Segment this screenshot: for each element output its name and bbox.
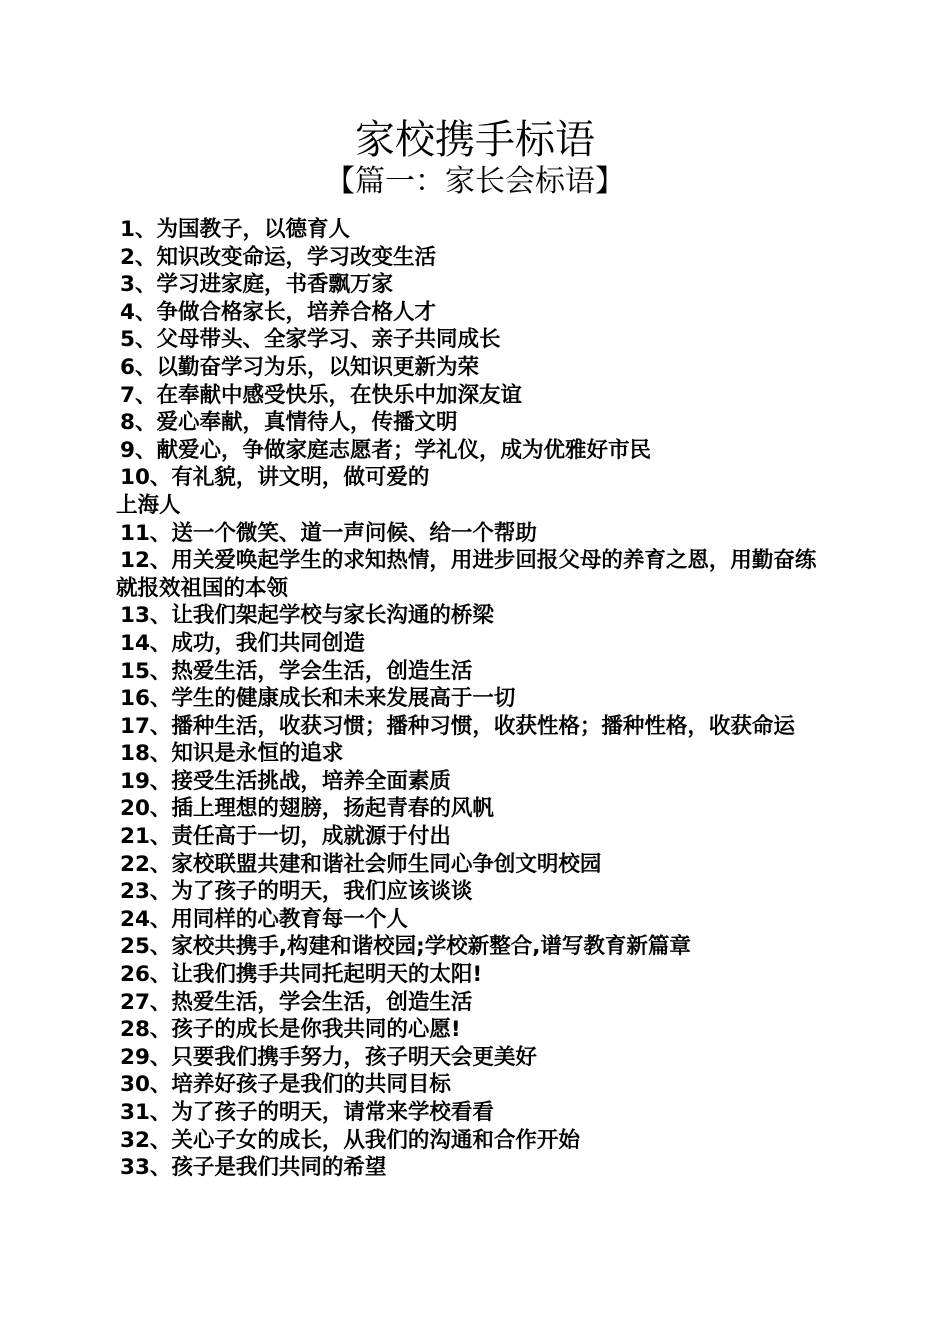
slogan-number: 16、	[120, 686, 172, 712]
slogan-item	[116, 437, 826, 465]
slogan-text: 接受生活挑战，培养全面素质	[171, 768, 451, 794]
slogan-item	[116, 520, 826, 548]
slogan-text: 为了孩子的明天，请常来学校看看	[171, 1100, 494, 1125]
slogan-number: 22、	[120, 851, 172, 877]
slogan-item	[116, 299, 826, 327]
slogan-item	[116, 409, 826, 437]
slogan-number: 19、	[120, 768, 172, 794]
slogan-number: 14、	[120, 630, 172, 656]
document-title: 家校携手标语	[355, 117, 595, 163]
slogan-number: 32、	[120, 1127, 172, 1153]
slogan-number: 28、	[120, 1017, 172, 1043]
slogan-text: 在奉献中感受快乐，在快乐中加深友谊	[156, 382, 522, 408]
slogan-item	[116, 1154, 826, 1182]
slogan-item	[116, 354, 826, 382]
slogan-text: 用关爱唤起学生的求知热情，用进步回报父母的养育之恩，用勤奋练就报效祖国的本领	[116, 548, 817, 601]
slogan-text: 孩子是我们共同的希望	[171, 1155, 387, 1181]
slogan-number: 9、	[120, 437, 157, 463]
slogan-number: 26、	[120, 962, 172, 988]
slogan-number: 5、	[120, 327, 157, 353]
slogan-number: 12、	[120, 548, 172, 574]
slogan-item	[116, 961, 826, 989]
slogan-item	[116, 547, 826, 602]
slogan-text: 送一个微笑、道一声问候、给一个帮助	[171, 520, 537, 546]
slogan-item	[116, 906, 826, 934]
slogan-item	[116, 878, 826, 906]
slogan-text: 以勤奋学习为乐，以知识更新为荣	[156, 354, 479, 380]
slogan-text: 知识改变命运，学习改变生活	[156, 244, 436, 270]
slogan-text: 家校联盟共建和谐社会师生同心争创文明校园	[171, 851, 602, 877]
slogan-text: 插上理想的翅膀，扬起青春的风帆	[171, 796, 494, 822]
slogan-text: 献爱心，争做家庭志愿者；学礼仪，成为优雅好市民	[156, 437, 651, 463]
document-subtitle: 【篇一：家长会标语】	[325, 164, 625, 199]
slogan-number: 6、	[120, 354, 157, 380]
slogan-number: 25、	[120, 934, 172, 960]
slogan-text: 学习进家庭，书香飘万家	[156, 272, 393, 298]
slogan-text: 孩子的成长是你我共同的心愿!	[171, 1017, 461, 1043]
slogan-text: 家校共携手,构建和谐校园;学校新整合,谱写教育新篇章	[171, 934, 691, 960]
slogan-text: 热爱生活，学会生活，创造生活	[171, 658, 473, 684]
slogan-item	[116, 795, 826, 823]
slogan-item	[116, 630, 826, 658]
slogan-number: 8、	[120, 410, 157, 436]
slogan-number: 2、	[120, 244, 157, 270]
slogan-text: 关心子女的成长，从我们的沟通和合作开始	[171, 1127, 580, 1153]
slogan-item	[116, 1016, 826, 1044]
slogan-number: 15、	[120, 658, 172, 684]
slogan-item	[116, 1127, 826, 1155]
slogan-item	[116, 658, 826, 686]
slogan-text: 知识是永恒的追求	[171, 741, 344, 767]
slogan-number: 20、	[120, 796, 172, 822]
slogan-item	[116, 216, 826, 244]
slogan-number: 27、	[120, 989, 172, 1015]
slogan-item	[116, 1099, 826, 1127]
slogan-number: 29、	[120, 1044, 172, 1070]
slogan-item	[116, 933, 826, 961]
slogan-item	[116, 602, 826, 630]
slogan-text: 爱心奉献，真情待人，传播文明	[156, 410, 458, 436]
slogan-text: 只要我们携手努力，孩子明天会更美好	[171, 1044, 537, 1070]
slogan-text: 培养好孩子是我们的共同目标	[171, 1072, 451, 1098]
slogan-number: 21、	[120, 824, 172, 850]
slogan-text: 责任高于一切，成就源于付出	[171, 824, 451, 850]
slogan-number: 11、	[120, 520, 172, 546]
slogan-number: 4、	[120, 299, 157, 325]
slogan-number: 17、	[120, 713, 172, 739]
slogan-text: 热爱生活，学会生活，创造生活	[171, 989, 473, 1015]
slogan-item	[116, 244, 826, 272]
slogan-text: 争做合格家长，培养合格人才	[156, 299, 436, 325]
slogan-number: 30、	[120, 1072, 172, 1098]
slogan-item	[116, 326, 826, 354]
slogan-text: 用同样的心教育每一个人	[171, 906, 408, 932]
slogan-item	[116, 271, 826, 299]
slogan-number: 33、	[120, 1155, 172, 1181]
slogan-text: 有礼貌，讲文明，做可爱的上海人	[116, 465, 430, 518]
slogan-number: 13、	[120, 603, 172, 629]
slogan-text: 成功，我们共同创造	[171, 630, 365, 656]
slogan-number: 24、	[120, 906, 172, 932]
slogan-item	[116, 713, 826, 741]
slogan-item	[116, 740, 826, 768]
slogan-item	[116, 851, 826, 879]
slogan-text: 为国教子，以德育人	[156, 217, 350, 242]
slogan-text: 父母带头、全家学习、亲子共同成长	[156, 327, 501, 353]
slogan-text: 播种生活，收获习惯；播种习惯，收获性格；播种性格，收获命运	[171, 713, 795, 739]
slogan-text: 为了孩子的明天，我们应该谈谈	[171, 879, 473, 905]
slogan-item	[116, 685, 826, 713]
slogan-item	[116, 464, 446, 519]
slogan-number: 1、	[120, 217, 157, 242]
slogan-item	[116, 382, 826, 410]
slogan-number: 23、	[120, 879, 172, 905]
slogan-item	[116, 768, 826, 796]
slogan-item	[116, 1071, 826, 1099]
slogan-number: 3、	[120, 272, 157, 298]
slogan-number: 31、	[120, 1100, 172, 1125]
slogan-text: 让我们架起学校与家长沟通的桥梁	[171, 603, 494, 629]
slogan-text: 让我们携手共同托起明天的太阳!	[171, 962, 483, 988]
slogan-text: 学生的健康成长和未来发展高于一切	[171, 686, 516, 712]
slogan-number: 7、	[120, 382, 157, 408]
slogan-number: 18、	[120, 741, 172, 767]
slogan-number: 10、	[120, 465, 172, 491]
slogan-list	[116, 216, 826, 1182]
slogan-item	[116, 1044, 826, 1072]
slogan-item	[116, 989, 826, 1017]
slogan-item	[116, 823, 826, 851]
